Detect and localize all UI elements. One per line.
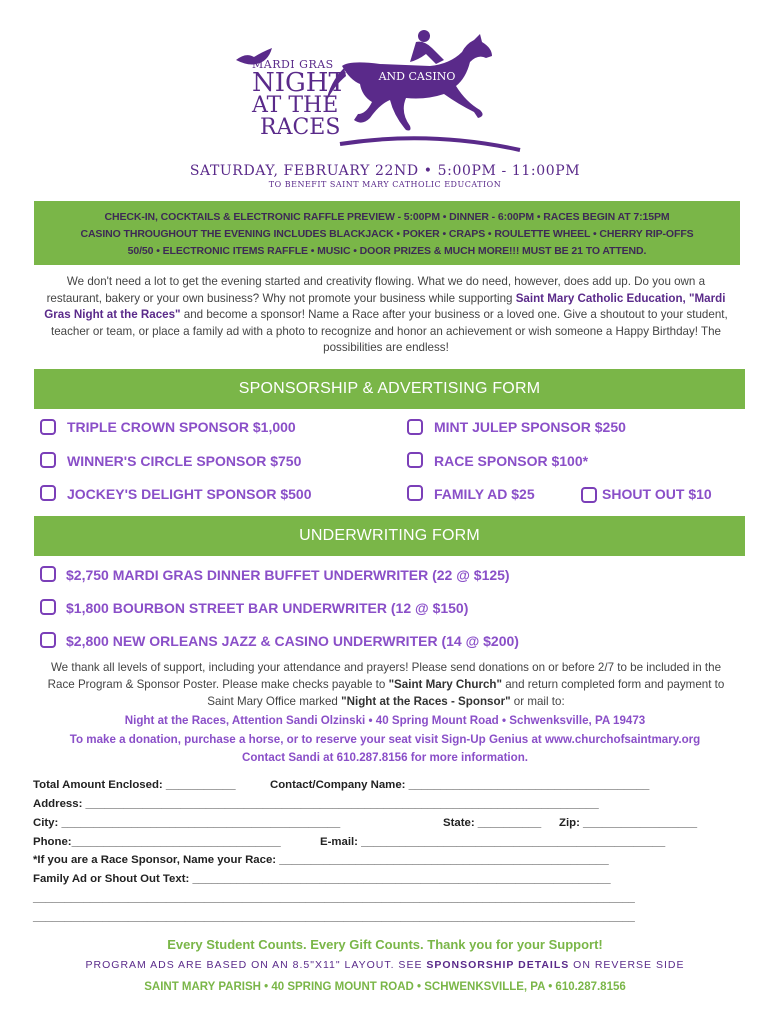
bar-underwriter-checkbox[interactable] xyxy=(40,599,56,615)
underwriting-heading: UNDERWRITING FORM xyxy=(34,516,745,556)
thank-you-paragraph xyxy=(40,659,732,710)
every-student-counts: Every Student Counts. Every Gift Counts. Thank you for your Support! xyxy=(167,937,603,952)
phone-field[interactable]: Phone:_________________________________ xyxy=(33,836,281,848)
schedule-line-1: CHECK-IN, COCKTAILS & ELECTRONIC RAFFLE PREVIEW - 5:00PM • DINNER - 6:00PM • RACES BEGIN AT 7:15PM xyxy=(104,211,670,223)
jazz-underwriter-checkbox[interactable] xyxy=(40,632,56,648)
jazz-underwriter-label: $2,800 NEW ORLEANS JAZZ & CASINO UNDERWRITER (14 @ $200) xyxy=(66,633,519,649)
logo-races-text: RACES xyxy=(260,115,341,140)
sponsorship-heading: SPONSORSHIP & ADVERTISING FORM xyxy=(34,369,745,409)
program-ads-text-1: PROGRAM ADS ARE BASED ON AN 8.5"X11" LAYOUT. SEE xyxy=(85,959,427,971)
mint-julep-label: MINT JULEP SPONSOR $250 xyxy=(434,419,626,435)
signup-genius-line: To make a donation, purchase a horse, or to reserve your seat visit Sign-Up Genius at www.churchofsaintmary.org xyxy=(69,733,701,746)
schedule-line-2: CASINO THROUGHOUT THE EVENING INCLUDES BLACKJACK • POKER • CRAPS • ROULETTE WHEEL • CHERRY RIP-OFFS xyxy=(80,228,694,240)
mint-julep-checkbox[interactable] xyxy=(407,419,423,435)
email-field[interactable]: E-mail: ________________________________________________ xyxy=(320,836,666,848)
race-sponsor-label: RACE SPONSOR $100* xyxy=(434,453,589,469)
parish-address: SAINT MARY PARISH • 40 SPRING MOUNT ROAD • SCHWENKSVILLE, PA • 610.287.8156 xyxy=(144,981,626,993)
family-ad-text-field[interactable]: Family Ad or Shout Out Text: __________________________________________________________________ xyxy=(33,873,611,885)
blank-line-1[interactable]: _______________________________________________________________________________________________ xyxy=(33,892,635,904)
program-ads-note xyxy=(0,959,770,971)
benefit-line: TO BENEFIT SAINT MARY CATHOLIC EDUCATION xyxy=(268,180,502,189)
triple-crown-checkbox[interactable] xyxy=(40,419,56,435)
winners-circle-label: WINNER'S CIRCLE SPONSOR $750 xyxy=(67,453,302,469)
program-ads-text-2: ON REVERSE SIDE xyxy=(569,959,685,971)
thanks-bold-2: "Night at the Races - Sponsor" xyxy=(341,695,511,708)
intro-text-2: and become a sponsor! Name a Race after your business or a loved one. Give a shoutout to your student, teacher or team, or place a family ad with a photo to recognize and honor an achievement or wish someone a Happy Birthday! The possibilities are endless! xyxy=(50,308,728,355)
jockeys-delight-checkbox[interactable] xyxy=(40,485,56,501)
intro-text-1: We don't need a lot to get the evening started and creativity flowing. What we do need, however, does add up. Do you own a restaurant, bakery or your own business? Why not promote your business while supporting xyxy=(46,275,706,305)
intro-paragraph xyxy=(40,274,732,357)
intro-bold-1: Saint Mary Catholic Education, "Mardi Gras Night at the Races" xyxy=(44,291,726,322)
state-field[interactable]: State: __________ xyxy=(443,817,542,829)
triple-crown-label: TRIPLE CROWN SPONSOR $1,000 xyxy=(67,419,296,435)
thanks-text-2: and return completed form and payment to Saint Mary Office marked xyxy=(207,678,725,708)
race-sponsor-checkbox[interactable] xyxy=(407,452,423,468)
shout-out-label: SHOUT OUT $10 xyxy=(602,486,712,502)
thanks-bold-1: "Saint Mary Church" xyxy=(388,678,502,691)
event-logo xyxy=(230,22,530,157)
logo-at-the-text: AT THE xyxy=(252,93,339,118)
contact-name-field[interactable]: Contact/Company Name: ______________________________________ xyxy=(270,779,650,791)
thanks-text-3: or mail to: xyxy=(510,695,565,708)
logo-casino-text: AND CASINO xyxy=(378,70,456,83)
program-ads-bold: SPONSORSHIP DETAILS xyxy=(426,959,570,971)
mailing-address: Night at the Races, Attention Sandi Olzinski • 40 Spring Mount Road • Schwenksville, PA 19473 xyxy=(124,714,646,727)
schedule-line-3: 50/50 • ELECTRONIC ITEMS RAFFLE • MUSIC • DOOR PRIZES & MUCH MORE!!! MUST BE 21 TO ATTEND. xyxy=(127,245,647,257)
schedule-banner xyxy=(34,201,740,265)
family-ad-label: FAMILY AD $25 xyxy=(434,486,535,502)
race-name-field[interactable]: *If you are a Race Sponsor, Name your Race: ____________________________________________________ xyxy=(33,854,609,866)
address-field[interactable]: Address: _________________________________________________________________________________ xyxy=(33,798,599,810)
bar-underwriter-label: $1,800 BOURBON STREET BAR UNDERWRITER (12 @ $150) xyxy=(66,600,469,616)
contact-line: Contact Sandi at 610.287.8156 for more information. xyxy=(241,751,529,764)
blank-line-2[interactable]: _______________________________________________________________________________________________ xyxy=(33,911,635,923)
family-ad-checkbox[interactable] xyxy=(407,485,423,501)
zip-field[interactable]: Zip: __________________ xyxy=(559,817,698,829)
logo-mardi-gras-text: MARDI GRAS xyxy=(252,58,334,71)
logo-night-text: NIGHT xyxy=(252,68,346,98)
event-date: SATURDAY, FEBRUARY 22ND • 5:00PM - 11:00PM xyxy=(189,163,581,179)
total-amount-field[interactable]: Total Amount Enclosed: ___________ xyxy=(33,779,236,791)
thanks-text-1: We thank all levels of support, including your attendance and prayers! Please send donations on or before 2/7 to be included in the Race Program & Sponsor Poster. Please make checks payable to xyxy=(47,661,722,691)
city-field[interactable]: City: ____________________________________________ xyxy=(33,817,341,829)
winners-circle-checkbox[interactable] xyxy=(40,452,56,468)
shout-out-checkbox[interactable] xyxy=(581,487,597,503)
jockeys-delight-label: JOCKEY'S DELIGHT SPONSOR $500 xyxy=(67,486,312,502)
buffet-underwriter-label: $2,750 MARDI GRAS DINNER BUFFET UNDERWRITER (22 @ $125) xyxy=(66,567,510,583)
buffet-underwriter-checkbox[interactable] xyxy=(40,566,56,582)
